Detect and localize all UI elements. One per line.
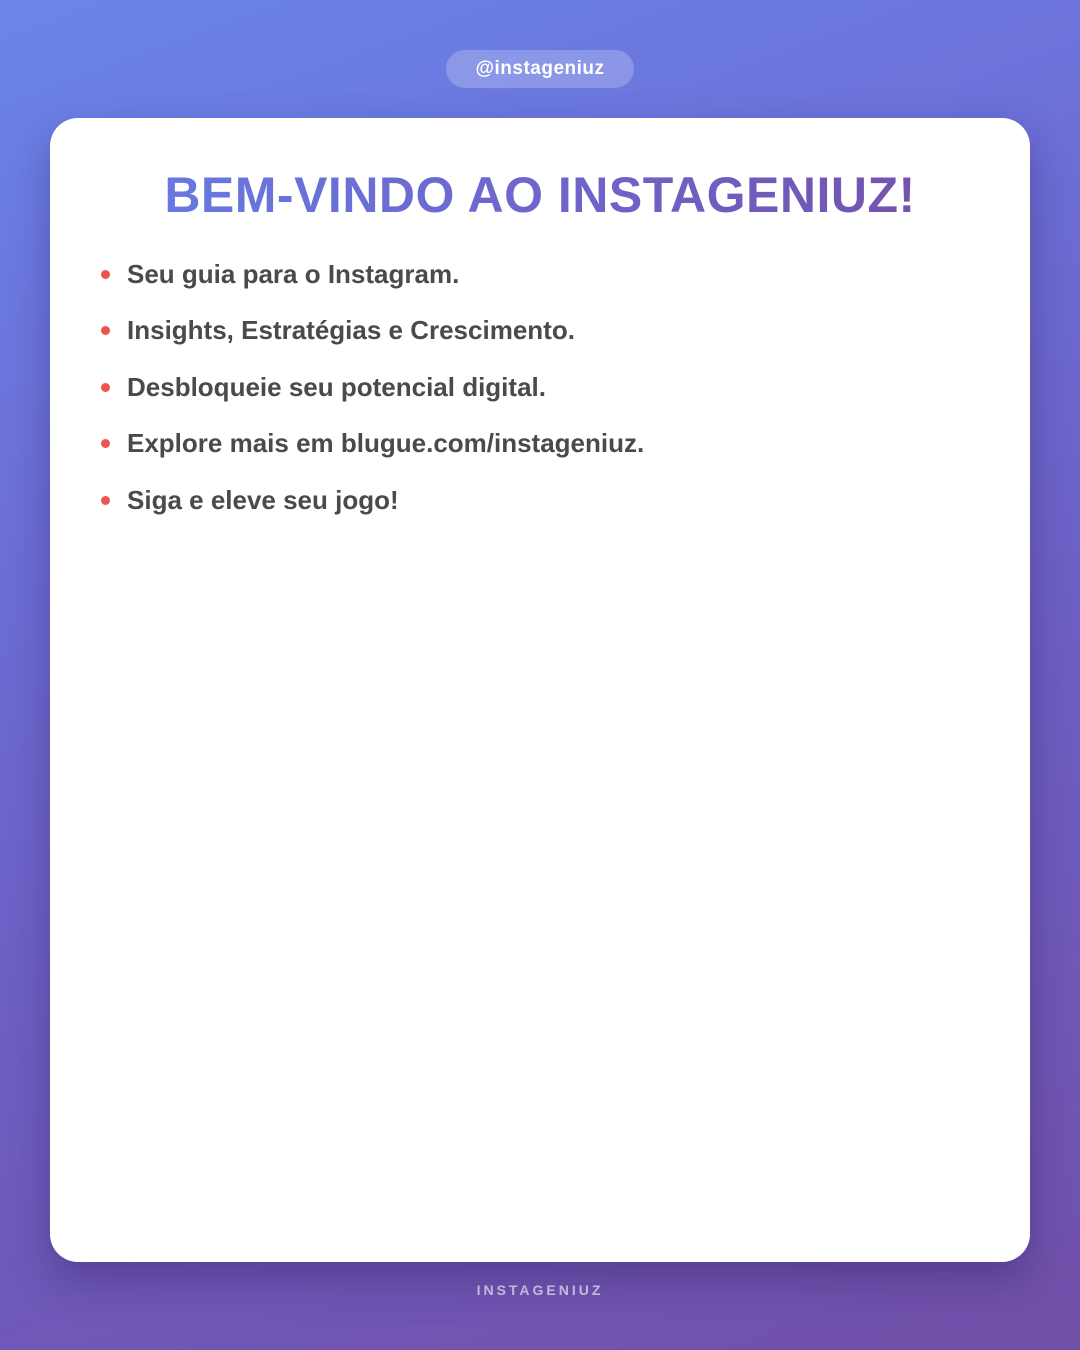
handle-badge[interactable]: @instageniuz [446,50,634,88]
bullet-dot-icon [101,439,110,448]
bullet-dot-icon [101,383,110,392]
list-item [100,359,644,416]
bullet-text: Siga e eleve seu jogo! [127,484,399,515]
bullet-dot-icon [101,326,110,335]
bullet-list [100,246,644,529]
bullet-dot-icon [101,270,110,279]
bullet-text: Seu guia para o Instagram. [127,258,460,289]
list-item [100,416,644,473]
list-item [100,246,644,303]
content-card [50,118,1030,1262]
bullet-dot-icon [101,496,110,505]
bullet-text: Insights, Estratégias e Crescimento. [127,315,575,346]
bullet-text: Explore mais em blugue.com/instageniuz. [127,428,645,459]
bullet-text: Desbloqueie seu potencial digital. [127,371,546,402]
page-title: BEM-VINDO AO INSTAGENIUZ! [50,166,1030,224]
list-item [100,303,644,360]
list-item [100,472,644,529]
footer-brand: INSTAGENIUZ [476,1282,604,1298]
